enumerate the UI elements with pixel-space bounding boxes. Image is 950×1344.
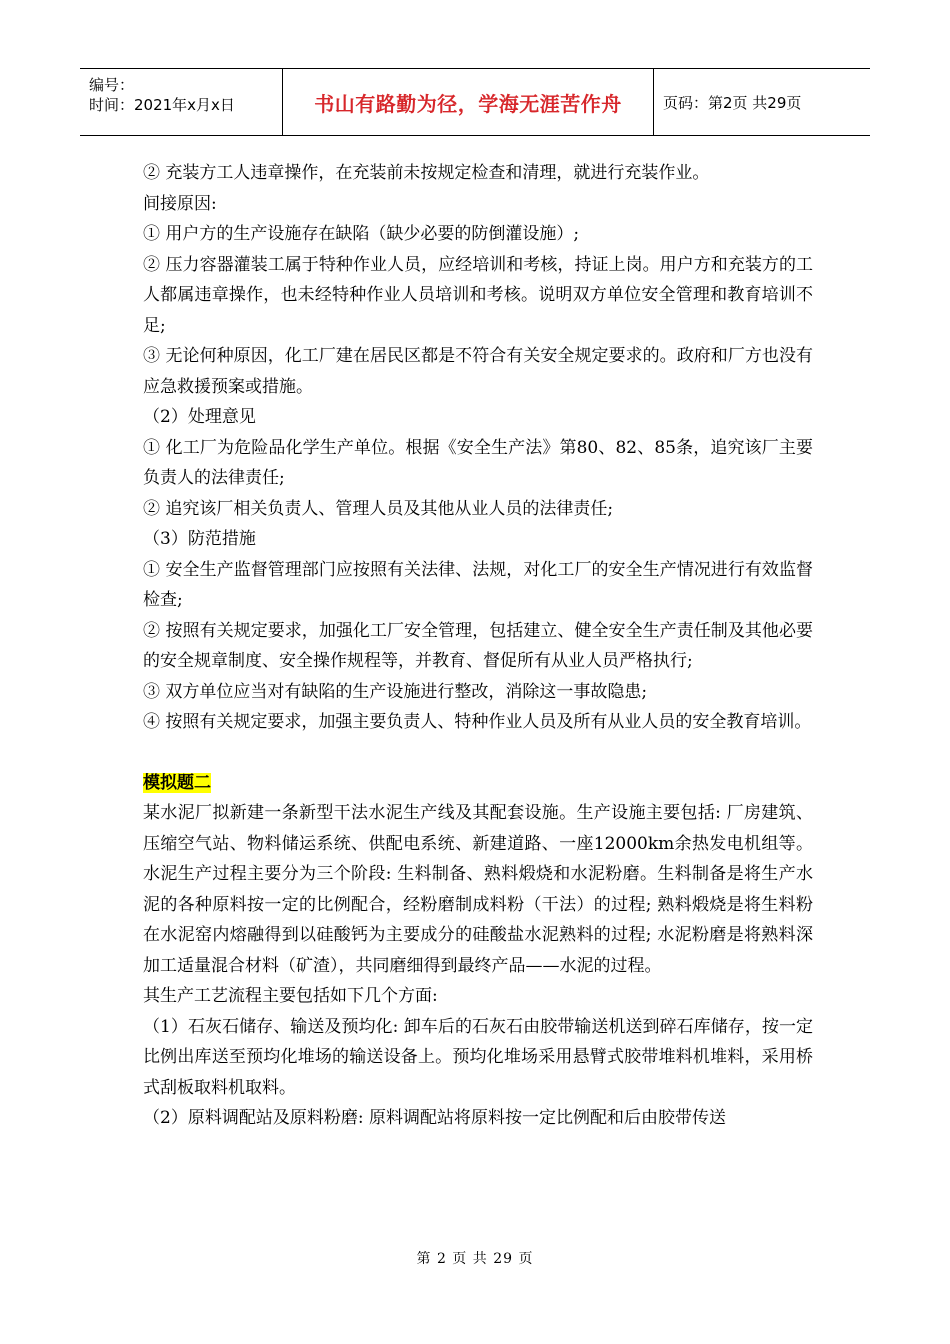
paragraph: ① 化工厂为危险品化学生产单位。根据《安全生产法》第80、82、85条，追究该厂主要负责人的法律责任; bbox=[143, 437, 813, 488]
section-title: 模拟题二 bbox=[143, 772, 211, 793]
paragraph: （1）石灰石储存、输送及预均化: 卸车后的石灰石由胶带输送机送到碎石库储存，按一定比例出库送至预均化堆场的输送设备上。预均化堆场采用悬臂式胶带堆料机堆料，采用桥式刮板取料机取料。 bbox=[143, 1016, 813, 1098]
paragraph: ② 压力容器灌装工属于特种作业人员，应经培训和考核，持证上岗。用户方和充装方的工人都属违章操作，也未经特种作业人员培训和考核。说明双方单位安全管理和教育培训不足; bbox=[143, 254, 813, 336]
paragraph: ③ 无论何种原因，化工厂建在居民区都是不符合有关安全规定要求的。政府和厂方也没有应急救援预案或措施。 bbox=[143, 346, 813, 397]
page-header bbox=[80, 68, 870, 136]
paragraph: ① 用户方的生产设施存在缺陷（缺少必要的防倒灌设施）; bbox=[143, 224, 580, 244]
paragraph: 间接原因: bbox=[143, 193, 217, 214]
paragraph: （2）原料调配站及原料粉磨: 原料调配站将原料按一定比例配和后由胶带传送 bbox=[143, 1108, 726, 1128]
document-number: 编号： bbox=[89, 76, 135, 94]
paragraph: （2）处理意见 bbox=[143, 407, 256, 427]
section-spacer bbox=[143, 738, 813, 768]
paragraph: ③ 双方单位应当对有缺陷的生产设施进行整改，消除这一事故隐患; bbox=[143, 681, 648, 702]
header-page-info: 页码：第2页 共29页 bbox=[663, 93, 802, 112]
document-date: 时间：2021年x月x日 bbox=[89, 96, 235, 114]
paragraph: ② 按照有关规定要求，加强化工厂安全管理，包括建立、健全安全生产责任制及其他必要的安全规章制度、安全操作规程等，并教育、督促所有从业人员严格执行; bbox=[143, 620, 813, 671]
header-motto: 书山有路勤为径，学海无涯苦作舟 bbox=[282, 69, 654, 135]
section-title-line bbox=[143, 768, 813, 799]
paragraph: 其生产工艺流程主要包括如下几个方面: bbox=[143, 986, 438, 1006]
paragraph: （3）防范措施 bbox=[143, 529, 256, 549]
header-meta bbox=[80, 69, 282, 135]
paragraph: ② 充装方工人违章操作，在充装前未按规定检查和清理，就进行充装作业。 bbox=[143, 163, 710, 183]
paragraph: ④ 按照有关规定要求，加强主要负责人、特种作业人员及所有从业人员的安全教育培训。 bbox=[143, 712, 812, 732]
document-body bbox=[143, 158, 813, 1134]
paragraph: ② 追究该厂相关负责人、管理人员及其他从业人员的法律责任; bbox=[143, 498, 614, 519]
paragraph: ① 安全生产监督管理部门应按照有关法律、法规，对化工厂的安全生产情况进行有效监督检查; bbox=[143, 559, 813, 610]
page-footer: 第 2 页 共 29 页 bbox=[416, 1251, 534, 1267]
paragraph: 某水泥厂拟新建一条新型干法水泥生产线及其配套设施。生产设施主要包括: 厂房建筑、压缩空气站、物料储运系统、供配电系统、新建道路、一座12000km余热发电机组等。水泥生产过程主要分为三个阶段: 生料制备、熟料煅烧和水泥粉磨。生料制备是将生产水泥的各种原料按一定的比例配合，经粉磨制成料粉（干法）的过程; 熟料煅烧是将生料粉在水泥窑内熔融得到以硅酸钙为主要成分的硅酸盐水泥熟料的过程; 水泥粉磨是将熟料深加工适量混合材料（矿渣），共同磨细得到最终产品——水泥的过程。 bbox=[143, 803, 813, 976]
